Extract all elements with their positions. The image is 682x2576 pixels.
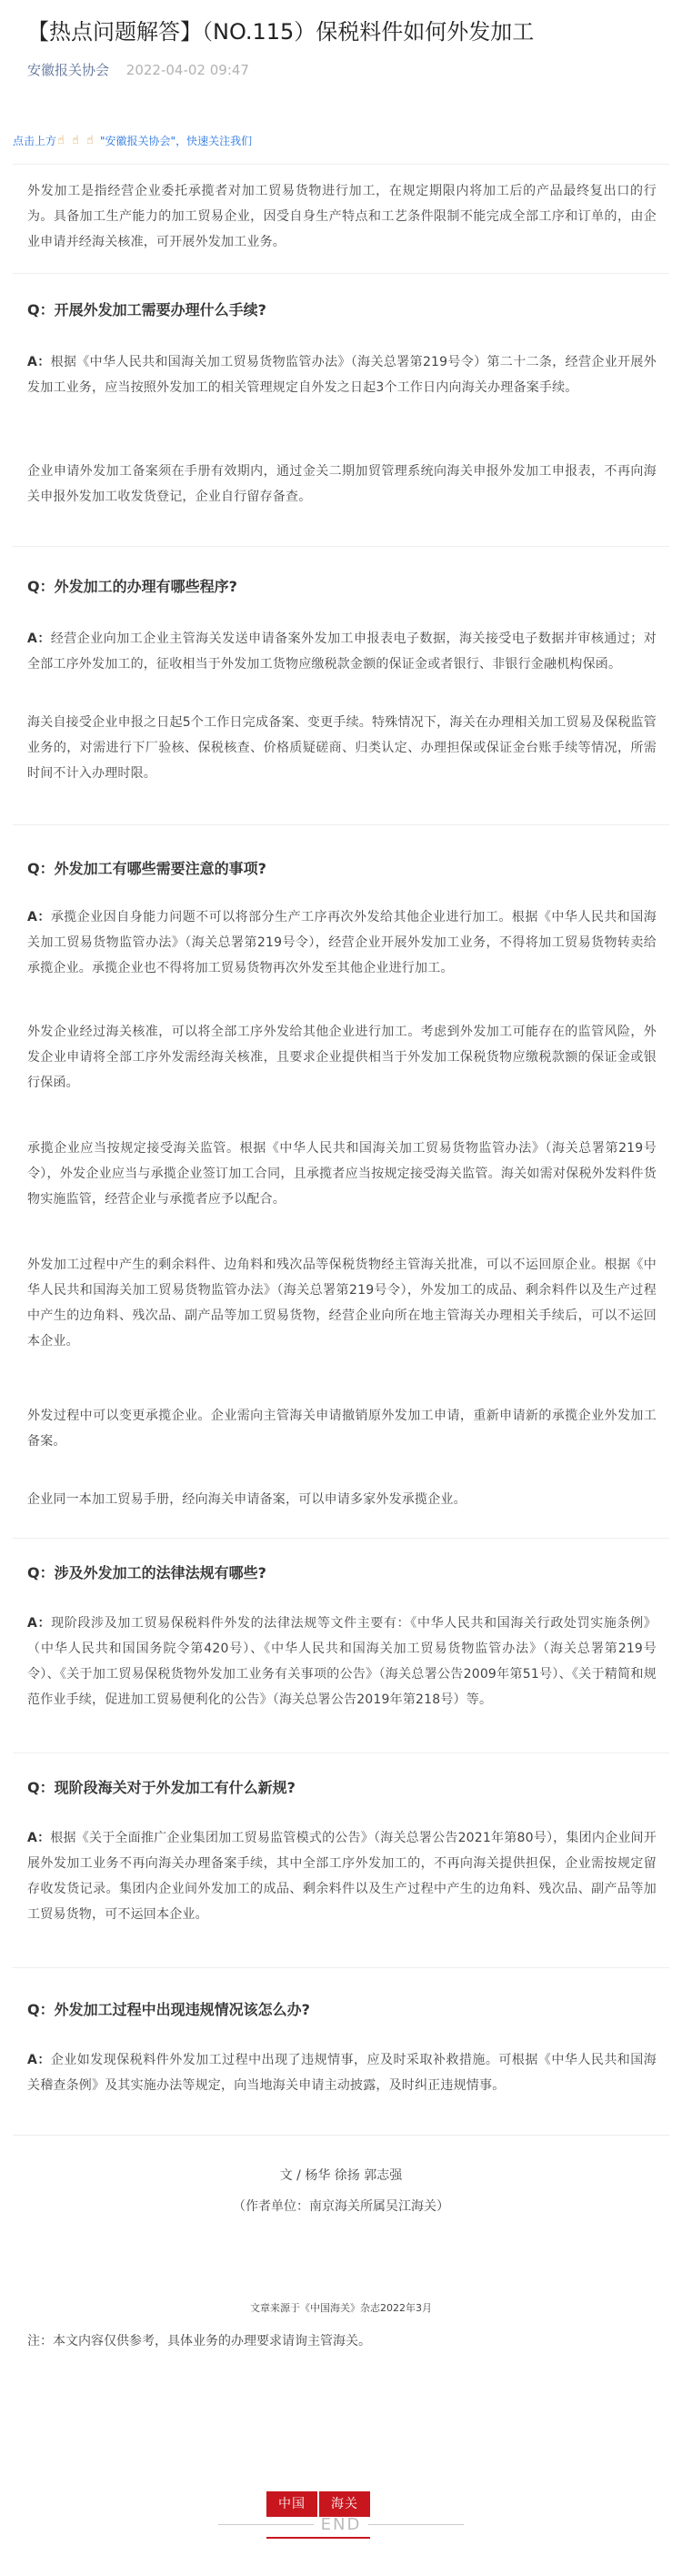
answer-label: A： [27, 2053, 51, 2067]
publish-date: 2022-04-02 09:47 [125, 62, 249, 78]
end-mark: END [320, 2515, 362, 2534]
question-heading: Q：开展外发加工需要办理什么手续? [27, 301, 266, 318]
divider [13, 1538, 669, 1539]
answer-paragraph [27, 904, 657, 981]
article-title: 【热点问题解答】（NO.115）保税料件如何外发加工 [27, 19, 535, 45]
answer-label: A： [27, 1831, 51, 1845]
answer-label: A： [27, 355, 51, 369]
answer-paragraph [27, 349, 657, 400]
end-divider-left [218, 2524, 314, 2525]
answer-paragraph: 海关自接受企业申报之日起5个工作日完成备案、变更手续。特殊情况下，海关在办理相关加工贸易及保税监管业务的，对需进行下厂验核、保税核查、价格质疑磋商、归类认定、办理担保或保证金台账手续等情况，所需时间不计入办理时限。 [27, 715, 657, 781]
logo-china-customs: 中国 [266, 2491, 317, 2517]
answer-paragraph: 企业同一本加工贸易手册，经向海关申请备案，可以申请多家外发承揽企业。 [27, 1492, 466, 1507]
article-source: 文章来源于《中国海关》杂志2022年3月 [250, 2302, 432, 2314]
answer-paragraph [27, 626, 657, 677]
divider [13, 824, 669, 825]
answer-text: 现阶段涉及加工贸易保税料件外发的法律法规等文件主要有：《中华人民共和国海关行政处罚实施条例》（中华人民共和国国务院令第420号）、《中华人民共和国海关加工贸易货物监管办法》（海关总署第219号令）、《关于加工贸易保税货物外发加工业务有关事项的公告》（海关总署公告2009年第51号）、《关于精简和规范作业手续，促进加工贸易便利化的公告》（海关总署公告2019年第218号）等。 [27, 1616, 657, 1707]
answer-text: 根据《中华人民共和国海关加工贸易货物监管办法》（海关总署第219号令）第二十二条，经营企业开展外发加工业务，应当按照外发加工的相关管理规定自外发之日起3个工作日内向海关办理备案手续。 [27, 355, 657, 395]
question-heading: Q：现阶段海关对于外发加工有什么新规? [27, 1779, 296, 1796]
intro-paragraph: 外发加工是指经营企业委托承揽者对加工贸易货物进行加工，在规定期限内将加工后的产品最终复出口的行为。具备加工生产能力的加工贸易企业，因受自身生产特点和工艺条件限制不能完成全部工序和订单的，由企业申请并经海关核准，可开展外发加工业务。 [27, 184, 657, 249]
answer-paragraph: 外发企业经过海关核准，可以将全部工序外发给其他企业进行加工。考虑到外发加工可能存在的监管风险，外发企业申请将全部工序外发需经海关核准，且要求企业提供相当于外发加工保税货物应缴税款额的保证金或银行保函。 [27, 1025, 657, 1090]
follow-banner[interactable] [13, 133, 252, 148]
disclaimer-note: 注：本文内容仅供参考，具体业务的办理要求请询主管海关。 [27, 2334, 371, 2349]
pointing-hand-icon: ☝ [57, 133, 65, 147]
answer-paragraph: 外发过程中可以变更承揽企业。企业需向主管海关申请撤销原外发加工申请，重新申请新的承揽企业外发加工备案。 [27, 1409, 657, 1449]
end-underline [266, 2537, 370, 2539]
follow-account: "安徽报关协会" [100, 135, 176, 147]
question-heading: Q：外发加工的办理有哪些程序? [27, 578, 237, 595]
logo-china-customs: 海关 [319, 2491, 370, 2517]
account-link[interactable]: 安徽报关协会 [27, 62, 110, 78]
answer-paragraph: 承揽企业应当按规定接受海关监管。根据《中华人民共和国海关加工贸易货物监管办法》（海关总署第219号令），外发企业应当与承揽企业签订加工合同，且承揽者应当按规定接受海关监管。海关如需对保税外发料件货物实施监管，经营企业与承揽者应予以配合。 [27, 1141, 657, 1207]
answer-text: 根据《关于全面推广企业集团加工贸易监管模式的公告》（海关总署公告2021年第80号），集团内企业间开展外发加工业务不再向海关办理备案手续，其中全部工序外发加工的，不再向海关提供担保，企业需按规定留存收发货记录。集团内企业间外发加工的成品、剩余料件以及生产过程中产生的边角料、残次品、副产品等加工贸易货物，可不运回本企业。 [27, 1831, 657, 1922]
follow-prefix: 点击上方 [13, 135, 57, 147]
question-heading: Q：外发加工有哪些需要注意的事项? [27, 860, 266, 877]
answer-text: 企业如发现保税料件外发加工过程中出现了违规情事，应及时采取补救措施。可根据《中华人民共和国海关稽查条例》及其实施办法等规定，向当地海关申请主动披露，及时纠正违规情事。 [27, 2053, 657, 2093]
divider [13, 273, 669, 274]
answer-text: 经营企业向加工企业主管海关发送申请备案外发加工申报表电子数据，海关接受电子数据并审核通过；对全部工序外发加工的，征收相当于外发加工货物应缴税款金额的保证金或者银行、非银行金融机构保函。 [27, 631, 657, 672]
divider [13, 1967, 669, 1968]
answer-paragraph [27, 2047, 657, 2098]
question-heading: Q：涉及外发加工的法律法规有哪些? [27, 1564, 266, 1581]
follow-suffix: ，快速关注我们 [176, 135, 253, 147]
end-footer [0, 2491, 682, 2555]
answer-text: 承揽企业因自身能力问题不可以将部分生产工序再次外发给其他企业进行加工。根据《中华人民共和国海关加工贸易货物监管办法》（海关总署第219号令），经营企业开展外发加工业务，不得将加工贸易货物转卖给承揽企业。承揽企业也不得将加工贸易货物再次外发至其他企业进行加工。 [27, 910, 657, 975]
answer-label: A： [27, 631, 51, 646]
divider [13, 546, 669, 547]
answer-paragraph: 外发加工过程中产生的剩余料件、边角料和残次品等保税货物经主管海关批准，可以不运回原企业。根据《中华人民共和国海关加工贸易货物监管办法》（海关总署第219号令），外发加工的成品、剩余料件以及生产过程中产生的边角料、残次品、副产品等加工贸易货物，经营企业向所在地主管海关办理相关手续后，可以不运回本企业。 [27, 1258, 657, 1349]
author-unit: （作者单位：南京海关所属吴江海关） [233, 2199, 449, 2214]
pointing-hand-icon: ☝ [72, 133, 79, 147]
article-meta [27, 60, 249, 79]
author-byline: 文 / 杨华 徐扬 郭志强 [279, 2168, 403, 2183]
answer-paragraph [27, 1825, 657, 1927]
answer-label: A： [27, 910, 51, 924]
end-divider-right [368, 2524, 464, 2525]
divider [13, 2135, 669, 2136]
answer-paragraph [27, 1611, 657, 1712]
divider [13, 164, 669, 165]
question-heading: Q：外发加工过程中出现违规情况该怎么办? [27, 2001, 310, 2018]
answer-label: A： [27, 1616, 52, 1631]
pointing-hand-icon: ☝ [86, 133, 94, 147]
answer-paragraph: 企业申请外发加工备案须在手册有效期内，通过金关二期加贸管理系统向海关申报外发加工申报表，不再向海关申报外发加工收发货登记，企业自行留存备查。 [27, 464, 657, 504]
